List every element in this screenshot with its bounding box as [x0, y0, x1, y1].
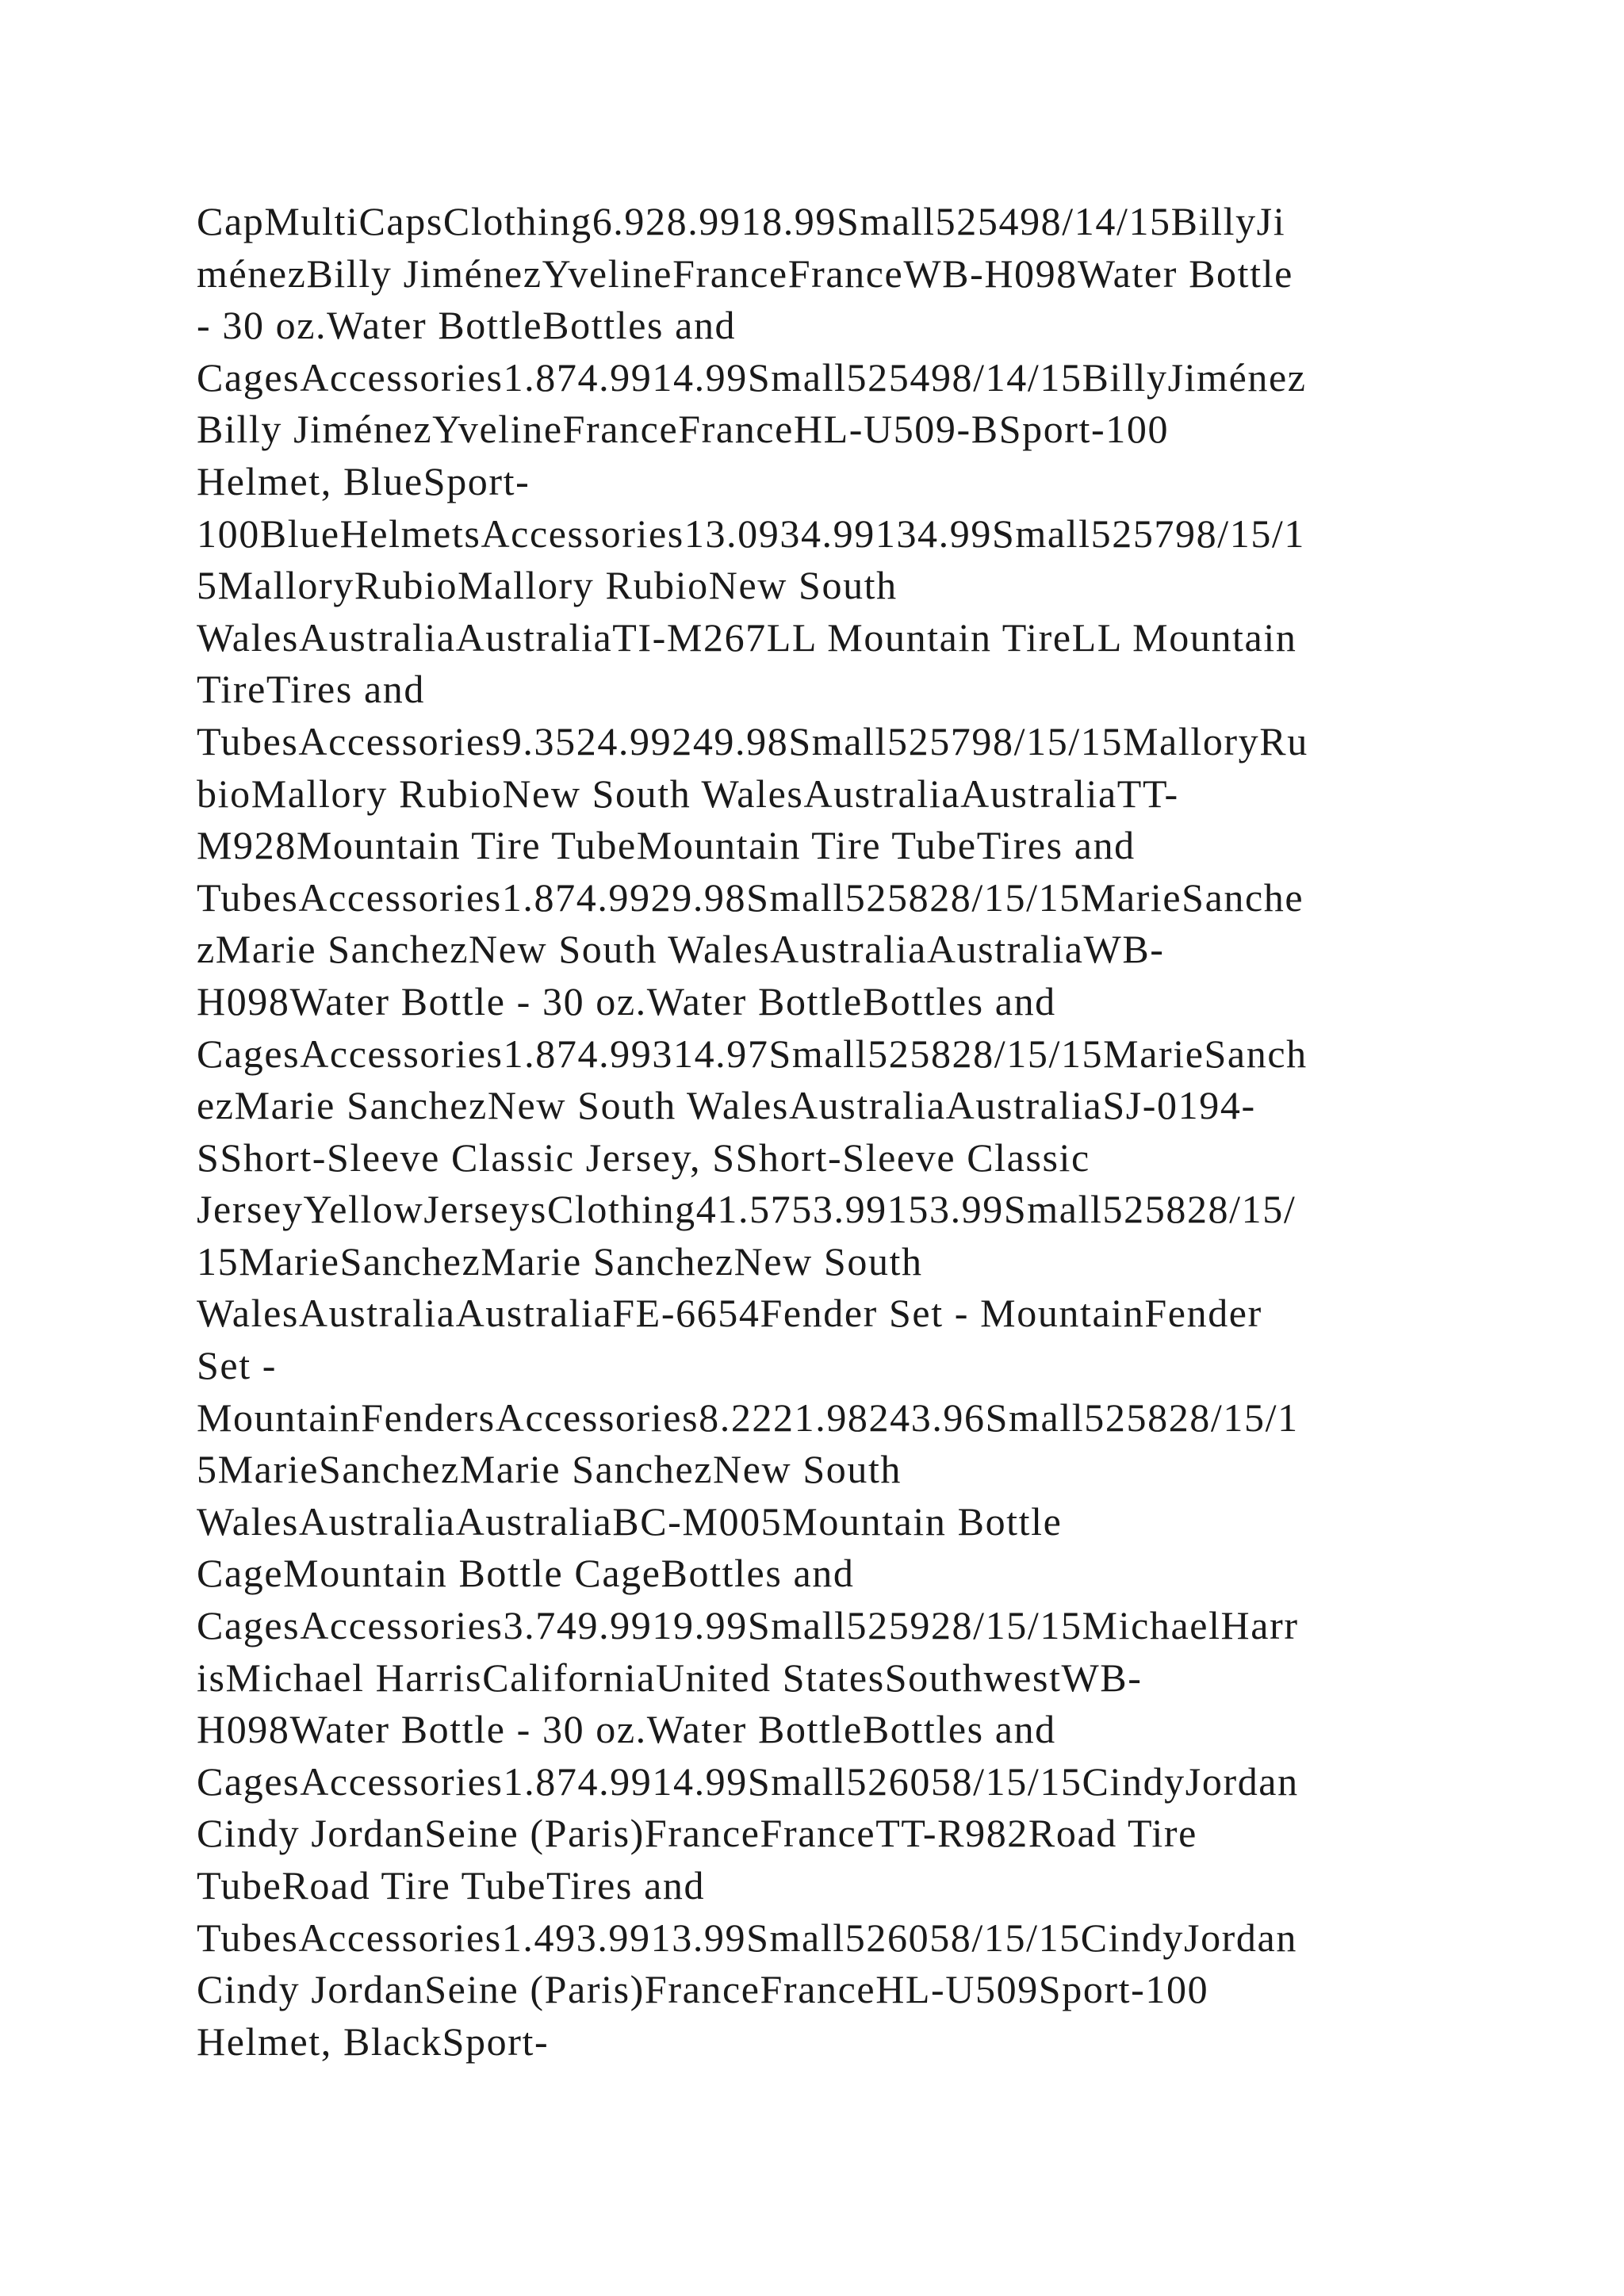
text-line: H098Water Bottle - 30 oz.Water BottleBottles and: [197, 978, 1056, 1024]
text-line: TireTires and: [197, 667, 425, 712]
text-line: MountainFendersAccessories8.2221.98243.96Small525828/15/1: [197, 1395, 1299, 1440]
text-line: TubeRoad Tire TubeTires and: [197, 1863, 706, 1908]
text-line: TubesAccessories1.493.9913.99Small526058/15/15CindyJordan: [197, 1915, 1297, 1960]
text-line: zMarie SanchezNew South WalesAustraliaAustraliaWB-: [197, 927, 1165, 972]
text-line: 15MarieSanchezMarie SanchezNew South: [197, 1238, 923, 1284]
text-line: M928Mountain Tire TubeMountain Tire TubeTires and: [197, 823, 1136, 868]
text-line: ezMarie SanchezNew South WalesAustraliaAustraliaSJ-0194-: [197, 1083, 1256, 1128]
text-line: 5MarieSanchezMarie SanchezNew South: [197, 1447, 902, 1492]
text-line: Cindy JordanSeine (Paris)FranceFranceTT-R982Road Tire: [197, 1811, 1197, 1856]
text-line: WalesAustraliaAustraliaBC-M005Mountain Bottle: [197, 1498, 1063, 1544]
text-line: Billy JiménezYvelineFranceFranceHL-U509-BSport-100: [197, 407, 1170, 452]
text-line: TubesAccessories9.3524.99249.98Small525798/15/15MalloryRu: [197, 718, 1308, 763]
text-line: isMichael HarrisCaliforniaUnited StatesSouthwestWB-: [197, 1655, 1143, 1700]
text-line: - 30 oz.Water BottleBottles and: [197, 303, 737, 348]
document-body-text: [197, 196, 1434, 2068]
text-line: 5MalloryRubioMallory RubioNew South: [197, 563, 898, 608]
text-line: TubesAccessories1.874.9929.98Small525828/15/15MarieSanche: [197, 874, 1304, 920]
text-line: 100BlueHelmetsAccessories13.0934.99134.99Small525798/15/1: [197, 511, 1306, 556]
text-line: WalesAustraliaAustraliaTI-M267LL Mountain TireLL Mountain: [197, 614, 1297, 660]
text-line: WalesAustraliaAustraliaFE-6654Fender Set - MountainFender: [197, 1291, 1262, 1336]
text-line: Set -: [197, 1343, 278, 1388]
text-line: H098Water Bottle - 30 oz.Water BottleBottles and: [197, 1707, 1056, 1752]
text-line: CagesAccessories1.874.9914.99Small526058/15/15CindyJordan: [197, 1758, 1299, 1804]
text-line: CapMultiCapsClothing6.928.9918.99Small525498/14/15BillyJi: [197, 199, 1286, 243]
text-line: CagesAccessories3.749.9919.99Small525928/15/15MichaelHarr: [197, 1603, 1299, 1648]
text-line: CageMountain Bottle CageBottles and: [197, 1551, 855, 1596]
text-line: CagesAccessories1.874.99314.97Small525828/15/15MarieSanch: [197, 1031, 1308, 1076]
text-line: Helmet, BlueSport-: [197, 458, 530, 503]
text-line: ménezBilly JiménezYvelineFranceFranceWB-H098Water Bottle: [197, 251, 1293, 296]
text-line: Helmet, BlackSport-: [197, 2019, 550, 2064]
text-line: JerseyYellowJerseysClothing41.5753.99153.99Small525828/15/: [197, 1187, 1297, 1232]
text-line: bioMallory RubioNew South WalesAustraliaAustraliaTT-: [197, 771, 1179, 816]
text-line: SShort-Sleeve Classic Jersey, SShort-Sleeve Classic: [197, 1135, 1090, 1180]
text-line: Cindy JordanSeine (Paris)FranceFranceHL-U509Sport-100: [197, 1967, 1209, 2012]
text-line: CagesAccessories1.874.9914.99Small525498/14/15BillyJiménez: [197, 354, 1307, 400]
